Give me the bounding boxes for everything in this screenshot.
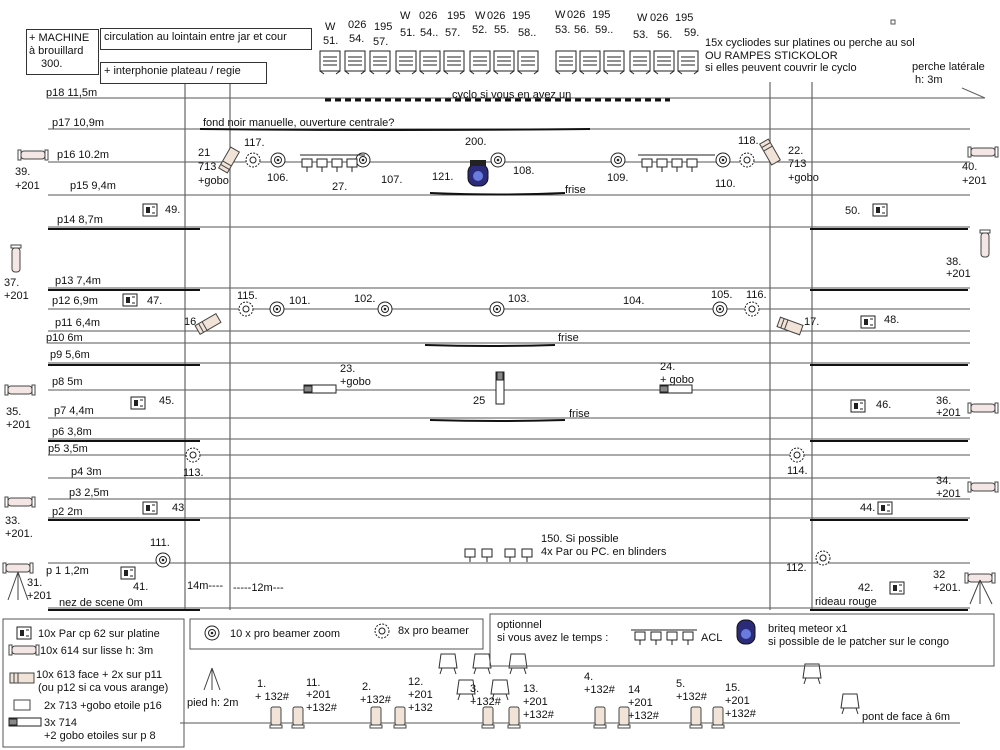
nez-de-scene-text: nez de scene 0m: [59, 597, 143, 609]
cyclo-filter: 195: [675, 12, 694, 24]
fixture-121: 121.: [432, 171, 454, 183]
fixture-36-filter: +201: [936, 407, 961, 419]
cyclo-filter: W: [637, 12, 648, 24]
perche-label: p3 2,5m: [69, 487, 109, 499]
cyclo-filter: 026: [487, 10, 506, 22]
fixture-39: 39.: [15, 166, 31, 178]
cyclo-number: 56.: [574, 24, 590, 36]
fixture-111: 111.: [150, 537, 170, 549]
fixture-34-filter: +201: [936, 488, 961, 500]
fixture-39-filter: +201: [15, 180, 40, 192]
interphonie-box: [100, 62, 267, 84]
cyclo-filter: W: [325, 21, 336, 33]
legend-briteq-1: briteq meteor x1: [768, 623, 848, 635]
fixture-118: 118.: [738, 135, 759, 147]
fixture-40-filter: +201: [962, 175, 987, 187]
cyclo-number: 51.: [400, 27, 416, 39]
perche-label: p5 3,5m: [48, 443, 88, 455]
par62-units: [121, 204, 904, 594]
cyclo-filter: W: [555, 9, 566, 21]
machine-box: [26, 29, 99, 75]
frise-text: frise: [565, 184, 586, 196]
cyclo-number: 58..: [518, 27, 537, 39]
cyclo-note-3: si elles peuvent couvrir le cyclo: [705, 62, 857, 74]
perche-label: p9 5,6m: [50, 349, 90, 361]
perche-label: p17 10,9m: [52, 117, 104, 129]
fixture-105: 105.: [711, 289, 733, 301]
pont-num: 13.: [523, 683, 539, 695]
fixture-43: 43: [172, 502, 185, 514]
perche-laterale-2: h: 3m: [915, 74, 943, 86]
perche-label: p15 9,4m: [70, 180, 116, 192]
cyclo-number: 57.: [373, 36, 389, 48]
cyclo-note-1: 15x cycliodes sur platines ou perche au sol: [705, 37, 915, 49]
fixture-35-filter: +201: [6, 419, 31, 431]
fixture-32: 32: [933, 569, 946, 581]
perche-label: p18 11,5m: [46, 87, 98, 99]
cyclo-filter: W: [475, 10, 486, 22]
legend-optionnel-2: si vous avez le temps :: [497, 632, 609, 644]
fixture-38-filter: +201: [946, 268, 971, 280]
fixture-23-gobo: +gobo: [340, 376, 371, 388]
cyclo-number: 59.: [684, 27, 700, 39]
perche-label: p2 2m: [52, 506, 83, 518]
fixture-103: 103.: [508, 293, 530, 305]
pont-filter: +132#: [676, 691, 707, 703]
cyclo-filter: W: [400, 10, 411, 22]
pont-filter: +132#: [725, 708, 756, 720]
fixture-46: 46.: [876, 399, 892, 411]
perche-label: p16 10.2m: [57, 149, 109, 161]
pont-num: 3.: [470, 683, 480, 695]
beamers: [156, 153, 830, 567]
marker-square: [891, 20, 895, 24]
pont-filter: +201: [306, 689, 331, 701]
legend-614: 10x 614 sur lisse h: 3m: [40, 645, 154, 657]
cyclo-units: [320, 51, 698, 74]
pont-filter: +132#: [360, 694, 391, 706]
fixture-48: 48.: [884, 314, 900, 326]
pont-filter: +132#: [523, 709, 554, 721]
fixture-117: 117.: [244, 137, 265, 149]
cyclo-number: 54..: [420, 27, 439, 39]
fixture-110: 110.: [715, 178, 736, 190]
perche-label: p12 6,9m: [52, 295, 98, 307]
cyclo-filter: 026: [567, 9, 586, 21]
blinders-text-1: 150. Si possible: [541, 533, 619, 545]
perche-label: p8 5m: [52, 376, 83, 388]
fixture-50: 50.: [845, 205, 861, 217]
fixture-42: 42.: [858, 582, 874, 594]
perche-label: p6 3,8m: [52, 426, 92, 438]
legend-613-2: (ou p12 si ca vous arange): [38, 682, 169, 694]
frise-text: frise: [569, 408, 590, 420]
pont-filter: +132: [408, 702, 433, 714]
fixture-33: 33.: [5, 515, 21, 527]
pont-num: 14: [628, 684, 641, 696]
fixture-40: 40.: [962, 161, 978, 173]
fixture-22: 22.: [788, 145, 804, 157]
pont-num: 12.: [408, 676, 424, 688]
dim-12m: -----12m---: [233, 582, 284, 594]
pont-num: 1.: [257, 678, 267, 690]
fixture-35: 35.: [6, 406, 22, 418]
fixture-37: 37.: [4, 277, 20, 289]
perche-label: p11 6,4m: [55, 317, 101, 329]
fixture-36: 36.: [936, 395, 952, 407]
cyclo-filter: 026: [419, 10, 438, 22]
pied-text: pied h: 2m: [187, 697, 239, 709]
cyclo-filter: 195: [592, 9, 611, 21]
fixture-37-filter: +201: [4, 290, 29, 302]
cyclo-number: 57.: [445, 27, 461, 39]
fixture-113: 113.: [183, 467, 204, 479]
cyclo-number: 53.: [633, 29, 649, 41]
fixture-106: 106.: [267, 172, 289, 184]
fixture-22-filter: 713: [788, 158, 807, 170]
fond-noir-text: fond noir manuelle, ouverture centrale?: [203, 117, 395, 129]
fixture-47: 47.: [147, 295, 163, 307]
fixture-107: 107.: [381, 174, 403, 186]
fixture-109: 109.: [607, 172, 629, 184]
pont-filter: +201: [408, 689, 433, 701]
legend-acl: ACL: [701, 632, 723, 644]
legend-714-2: +2 gobo etoiles sur p 8: [44, 730, 156, 742]
fixture-24-gobo: + gobo: [660, 374, 694, 386]
fixture-24: 24.: [660, 361, 676, 373]
fixture-31: 31.: [27, 577, 43, 589]
pont-text: pont de face à 6m: [862, 711, 951, 723]
legend-613-1: 10x 613 face + 2x sur p11: [36, 669, 163, 681]
perche-label: p 1 1,2m: [46, 565, 89, 577]
machine-line-1: + MACHINE: [29, 32, 90, 44]
fixture-41: 41.: [133, 581, 149, 593]
cyclo-text: cyclo si vous en avez un: [452, 89, 572, 101]
fixture-25: 25: [473, 395, 486, 407]
fixture-102: 102.: [354, 293, 376, 305]
fixture-38: 38.: [946, 256, 962, 268]
pont-filter: +201: [628, 697, 653, 709]
perche-label: p13 7,4m: [55, 275, 101, 287]
cyclo-number: 54.: [349, 33, 365, 45]
pont-num: 5.: [676, 678, 686, 690]
fixture-104: 104.: [623, 295, 645, 307]
cyclo-filter: 195: [512, 10, 531, 22]
cyclo-filter: 195: [374, 21, 393, 33]
perche-label: p10 6m: [46, 332, 83, 344]
fixture-21-gobo: +gobo: [198, 175, 229, 187]
fixture-108: 108.: [513, 165, 535, 177]
pont-filter: +132#: [584, 684, 615, 696]
pont-filter: + 132#: [255, 691, 289, 703]
legend-714-1: 3x 714: [44, 717, 78, 729]
cyclo-number: 56.: [657, 29, 673, 41]
fixture-115: 115.: [237, 290, 258, 302]
legend-briteq-2: si possible de le patcher sur le congo: [768, 636, 949, 648]
fixture-32-filter: +201.: [933, 582, 961, 594]
fixture-33-filter: +201.: [5, 528, 33, 540]
fixture-23: 23.: [340, 363, 356, 375]
machine-line-2: à brouillard: [29, 45, 84, 57]
cyclo-number: 59..: [595, 24, 614, 36]
fixture-34: 34.: [936, 475, 952, 487]
interphonie-text: + interphonie plateau / regie: [104, 65, 241, 77]
perche-label: p7 4,4m: [54, 405, 94, 417]
legend-beamer-zoom: 10 x pro beamer zoom: [230, 628, 341, 640]
pont-filter: +132#: [306, 702, 337, 714]
cyclo-filter: 026: [348, 19, 367, 31]
pont-num: 4.: [584, 671, 594, 683]
circulation-text: circulation au lointain entre jar et cour: [104, 31, 287, 43]
fixture-112: 112.: [786, 562, 807, 574]
perche-label: p4 3m: [71, 466, 102, 478]
legend-optionnel-1: optionnel: [497, 619, 542, 631]
fixture-22-gobo: +gobo: [788, 172, 819, 184]
pont-filter: +132#: [628, 710, 659, 722]
acl-bars: [300, 155, 715, 562]
fixture-116: 116.: [746, 289, 767, 301]
fixture-45: 45.: [159, 395, 175, 407]
fixture-114: 114.: [787, 465, 808, 477]
perche-laterale-1: perche latérale: [912, 61, 985, 73]
blinders-text-2: 4x Par ou PC. en blinders: [541, 546, 667, 558]
fixture-200: 200.: [465, 136, 487, 148]
cyclo-number: 55.: [494, 24, 510, 36]
fixture-101: 101.: [289, 295, 311, 307]
circulation-box: [100, 28, 312, 50]
fixture-21: 21: [198, 147, 211, 159]
pont-num: 2.: [362, 681, 372, 693]
pont-filter: +201: [523, 696, 548, 708]
fixture-44: 44.: [860, 502, 876, 514]
cyclo-number: 51.: [323, 35, 339, 47]
cyclo-note-2: OU RAMPES STICKOLOR: [705, 50, 838, 62]
frise-text: frise: [558, 332, 579, 344]
cyclo-number: 52.: [472, 24, 488, 36]
fixture-16: 16: [184, 316, 197, 328]
pont-num: 15.: [725, 682, 741, 694]
pont-filter: +132#: [470, 696, 501, 708]
dim-14m: 14m----: [187, 580, 224, 592]
fixture-17: 17.: [804, 316, 820, 328]
fixture-27: 27.: [332, 181, 348, 193]
rideau-text: rideau rouge: [815, 596, 877, 608]
briteq-meteor: [468, 160, 488, 186]
cyclo-filter: 026: [650, 12, 669, 24]
perche-label: p14 8,7m: [57, 214, 103, 226]
machine-line-3: 300.: [41, 58, 63, 70]
fixture-49: 49.: [165, 204, 181, 216]
fixture-31-filter: +201: [27, 590, 52, 602]
pont-filter: +201: [725, 695, 750, 707]
fixture-21-filter: 713: [198, 161, 217, 173]
cyclo-number: 53.: [555, 24, 571, 36]
drapes: [48, 129, 968, 610]
cyclo-filter: 195: [447, 10, 466, 22]
legend-beamer: 8x pro beamer: [398, 625, 469, 637]
legend-par62: 10x Par cp 62 sur platine: [38, 628, 160, 640]
pont-num: 11.: [306, 677, 321, 689]
legend-713: 2x 713 +gobo etoile p16: [44, 700, 162, 712]
